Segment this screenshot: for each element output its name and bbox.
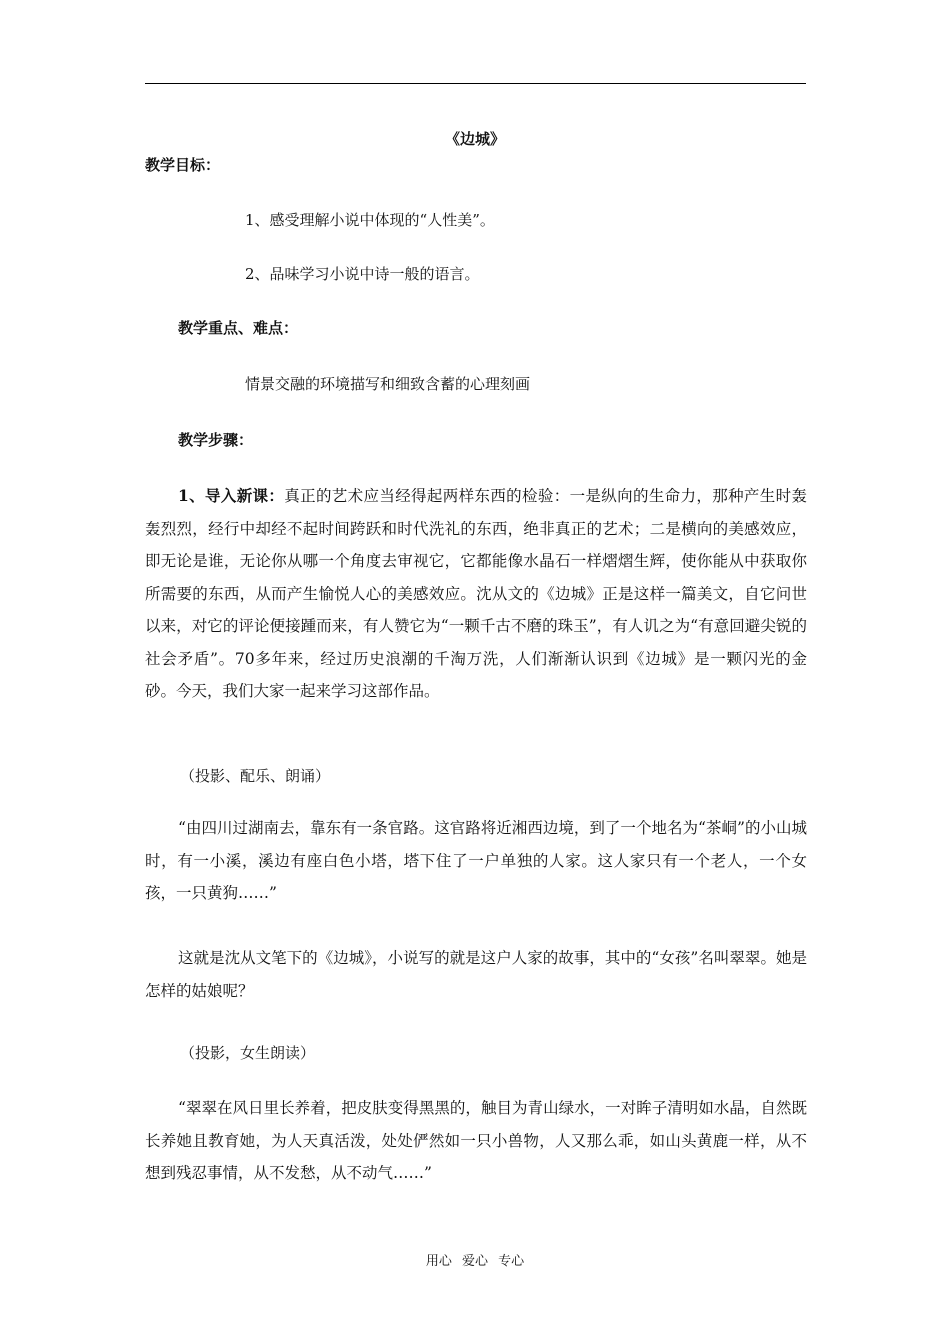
- goals-heading: 教学目标：: [145, 156, 221, 174]
- goal-item-2: 2、品味学习小说中诗一般的语言。: [245, 265, 480, 283]
- paragraph-2: 这就是沈从文笔下的《边城》，小说写的就是这户人家的故事，其中的“女孩”名叫翠翠。她是怎样的姑娘呢？: [145, 949, 807, 1000]
- goal-item-1: 1、感受理解小说中体现的“人性美”。: [245, 211, 495, 229]
- document-title: 《边城》: [444, 130, 505, 148]
- intro-text: 真正的艺术应当经得起两样东西的检验：一是纵向的生命力，那种产生时轰轰烈烈，经行中却经不起时间跨跃和时代洗礼的东西，绝非真正的艺术；二是横向的美感效应，即无论是谁，无论你从哪一个角度去审视它，它都能像水晶石一样熠熠生辉，使你能从中获取你所需要的东西，从而产生愉悦人心的美感效应。沈从文的《边城》正是这样一篇美文，自它问世以来，对它的评论便接踵而来，有人赞它为“一颗千古不磨的珠玉”，有人讥之为“有意回避尖锐的社会矛盾”。70多年来，经过历史浪潮的千淘万洗，人们渐渐认识到《边城》是一颗闪光的金砂。今天，我们大家一起来学习这部作品。: [145, 487, 807, 700]
- note-projection-reading: （投影，女生朗读）: [180, 1044, 316, 1062]
- page-footer: 用心 爱心 专心: [425, 1254, 525, 1269]
- quote-1: “由四川过湖南去，靠东有一条官路。这官路将近湘西边境，到了一个地名为“茶峒”的小山城时，有一小溪，溪边有座白色小塔，塔下住了一户单独的人家。这人家只有一个老人，一个女孩，一只黄狗……”: [145, 819, 807, 902]
- steps-heading: 教学步骤：: [178, 431, 254, 449]
- key-points-heading: 教学重点、难点：: [178, 319, 299, 337]
- intro-label: 1、导入新课：: [178, 486, 285, 505]
- intro-paragraph: [145, 480, 807, 708]
- quote-2: “翠翠在风日里长养着，把皮肤变得黑黑的，触目为青山绿水，一对眸子清明如水晶，自然既长养她且教育她，为人天真活泼，处处俨然如一只小兽物，人又那么乖，如山头黄鹿一样，从不想到残忍事情，从不发愁，从不动气……”: [145, 1099, 807, 1182]
- note-projection-music: （投影、配乐、朗诵）: [180, 767, 331, 785]
- header-rule: [145, 83, 806, 84]
- key-points-text: 情景交融的环境描写和细致含蓄的心理刻画: [245, 375, 531, 393]
